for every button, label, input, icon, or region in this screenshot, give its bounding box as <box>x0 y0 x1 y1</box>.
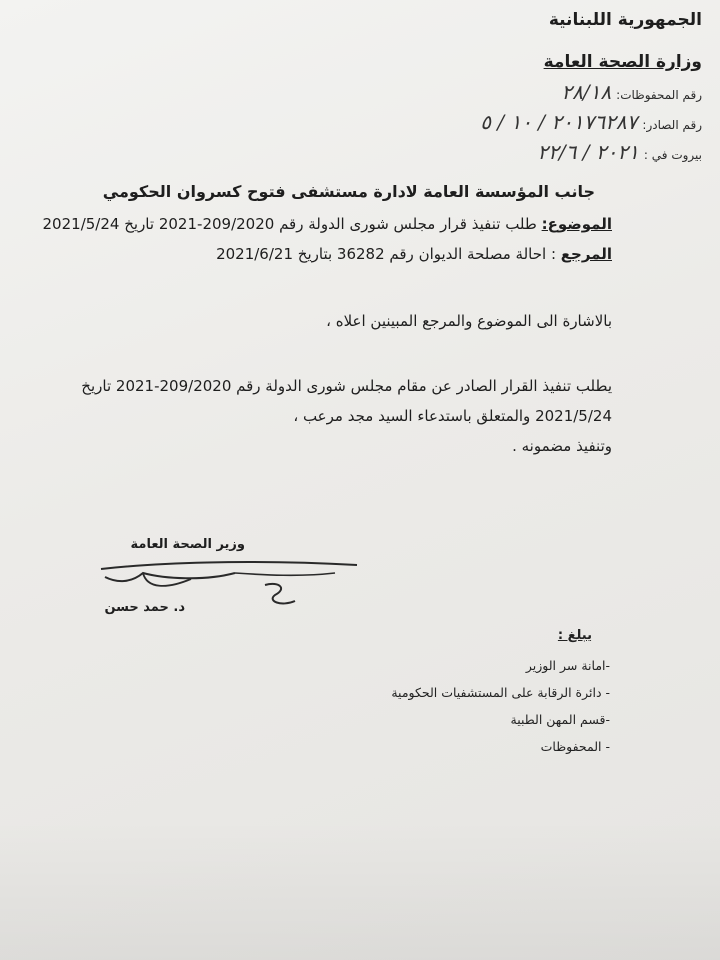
paragraph-body-line2: 2021/5/24 والمتعلق باستدعاء السيد مجد مرعب ، <box>293 407 612 425</box>
archive-number-line <box>561 80 702 104</box>
subject-text: طلب تنفيذ قرار مجلس شورى الدولة رقم 209/2020-2021 تاريخ 2021/5/24 <box>42 215 542 233</box>
copies-item-3: -قسم المهن الطبية <box>510 712 610 727</box>
outgoing-number-label: رقم الصادر: <box>642 118 702 132</box>
date-line <box>537 140 702 164</box>
copies-item-4: - المحفوظات <box>540 739 610 754</box>
paragraph-intro: بالاشارة الى الموضوع والمرجع المبينين اعلاه ، <box>326 312 612 330</box>
recipient-line: جانب المؤسسة العامة لادارة مستشفى فتوح كسروان الحكومي <box>102 182 595 201</box>
subject-label: الموضوع: <box>541 215 612 233</box>
archive-number-label: رقم المحفوظات: <box>616 88 702 102</box>
republic-heading: الجمهورية اللبنانية <box>548 10 702 30</box>
paragraph-body-line1: يطلب تنفيذ القرار الصادر عن مقام مجلس شورى الدولة رقم 209/2020-2021 تاريخ <box>81 377 612 395</box>
ministry-heading: وزارة الصحة العامة <box>543 52 702 72</box>
paragraph-body-line3: وتنفيذ مضمونه . <box>512 437 612 455</box>
date-label: بيروت في : <box>643 148 702 162</box>
outgoing-number-line <box>480 110 702 134</box>
subject-line <box>43 215 612 233</box>
reference-line <box>216 245 612 263</box>
paper-shadow <box>0 820 720 960</box>
date-value: ٢٠٢١ / ٢٢/٦ <box>537 140 639 164</box>
copies-item-2: - دائرة الرقابة على المستشفيات الحكومية <box>391 685 610 700</box>
reference-label: المرجع <box>560 245 612 263</box>
copies-item-1: -امانة سر الوزير <box>525 658 610 673</box>
archive-number-value: ٢٨/١٨ <box>561 80 612 104</box>
reference-text: : احالة مصلحة الديوان رقم 36282 بتاريخ 2021/6/21 <box>216 245 561 263</box>
copies-heading: يبلغ : <box>557 628 592 643</box>
signatory-title: وزير الصحة العامة <box>130 537 245 552</box>
signatory-name: د. حمد حسن <box>104 600 185 615</box>
outgoing-number-value: ٢٠١٧٦٢٨٧ / ١٠ / ٥ <box>480 110 638 134</box>
